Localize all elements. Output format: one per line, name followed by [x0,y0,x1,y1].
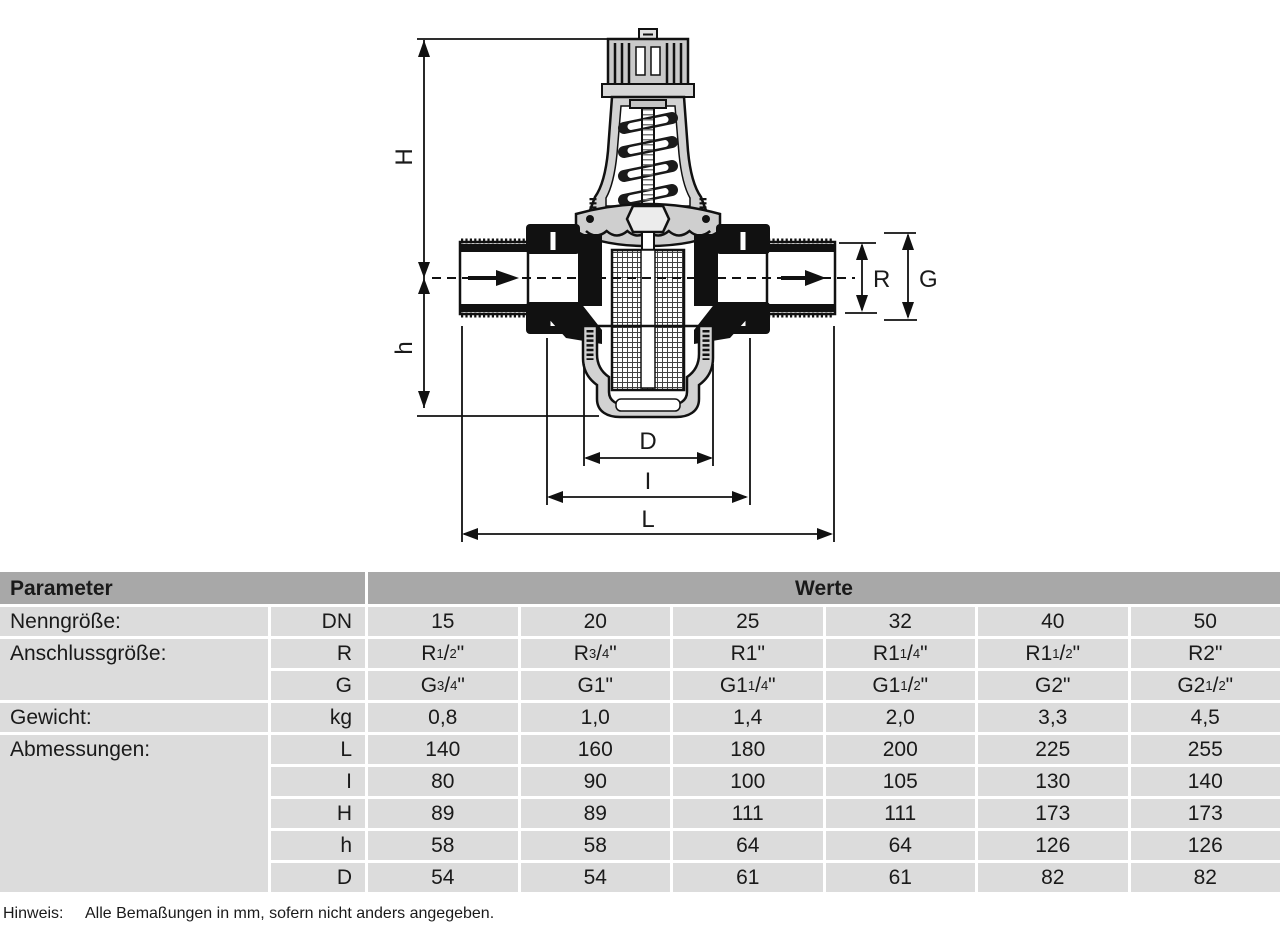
dimension-label-h: h [391,341,418,355]
dimension-label-H: H [391,148,418,166]
value-cell: 126 [1131,831,1280,860]
value-cell: 173 [1131,799,1280,828]
parameter-table [0,572,1280,892]
param-label: Nenngröße: [0,607,268,636]
value-cell: 160 [521,735,671,764]
value-cell: 80 [368,767,518,796]
dimension-label-I: I [644,468,652,495]
value-cell: G2" [978,671,1128,700]
value-cell: 82 [1131,863,1280,892]
value-cell: 15 [368,607,518,636]
value-cell: 173 [978,799,1128,828]
value-cell: 20 [521,607,671,636]
value-cell: R1 1 / 4 " [826,639,976,668]
param-symbol: R [271,639,365,668]
value-cell: G1 1 / 4 " [673,671,823,700]
footnote [0,905,1280,923]
value-cell: R1" [673,639,823,668]
value-cell: 4,5 [1131,703,1280,732]
value-cell: 100 [673,767,823,796]
value-cell: 2,0 [826,703,976,732]
value-cell: 54 [368,863,518,892]
value-cell: 25 [673,607,823,636]
value-cell: 180 [673,735,823,764]
footnote-text: Alle Bemaßungen in mm, sofern nicht anders angegeben. [85,905,495,922]
value-cell: 61 [826,863,976,892]
value-cell: 64 [673,831,823,860]
value-cell: 61 [673,863,823,892]
value-cell: 111 [673,799,823,828]
value-cell: 140 [368,735,518,764]
value-cell: G1 1 / 2 " [826,671,976,700]
value-cell: 58 [521,831,671,860]
value-cell: 225 [978,735,1128,764]
param-label: Gewicht: [0,703,268,732]
value-cell: 32 [826,607,976,636]
value-cell: 90 [521,767,671,796]
param-symbol: DN [271,607,365,636]
value-cell: R 1 / 2 " [368,639,518,668]
value-cell: 1,4 [673,703,823,732]
value-cell: 111 [826,799,976,828]
value-cell: 255 [1131,735,1280,764]
dimension-label-G: G [919,266,938,293]
param-symbol: h [271,831,365,860]
value-cell: 140 [1131,767,1280,796]
value-cell: 54 [521,863,671,892]
value-cell: 3,3 [978,703,1128,732]
value-cell: G2 1 / 2 " [1131,671,1280,700]
filter-cartridge [612,250,684,390]
value-cell: R2" [1131,639,1280,668]
value-cell: 126 [978,831,1128,860]
value-cell: R 3 / 4 " [521,639,671,668]
footnote-label: Hinweis: [3,905,64,922]
value-cell: G1" [521,671,671,700]
param-symbol: L [271,735,365,764]
param-symbol: H [271,799,365,828]
value-cell: 1,0 [521,703,671,732]
value-cell: 200 [826,735,976,764]
value-cell: 105 [826,767,976,796]
dimension-label-D: D [639,428,657,455]
value-cell: 82 [978,863,1128,892]
dimension-label-L: L [641,506,655,533]
param-symbol: I [271,767,365,796]
value-cell: 130 [978,767,1128,796]
table-header-parameter: Parameter [0,572,365,604]
param-symbol: kg [271,703,365,732]
value-cell: 40 [978,607,1128,636]
param-label: Anschlussgröße: [0,639,268,700]
value-cell: 58 [368,831,518,860]
param-label: Abmessungen: [0,735,268,892]
adjustment-knob [602,29,694,97]
param-symbol: D [271,863,365,892]
value-cell: 64 [826,831,976,860]
value-cell: G 3 / 4 " [368,671,518,700]
value-cell: 0,8 [368,703,518,732]
dimension-label-R: R [873,266,891,293]
value-cell: R1 1 / 2 " [978,639,1128,668]
value-cell: 50 [1131,607,1280,636]
table-header-werte: Werte [368,572,1280,604]
value-cell: 89 [368,799,518,828]
value-cell: 89 [521,799,671,828]
valve-cross-section [460,29,835,417]
param-symbol: G [271,671,365,700]
